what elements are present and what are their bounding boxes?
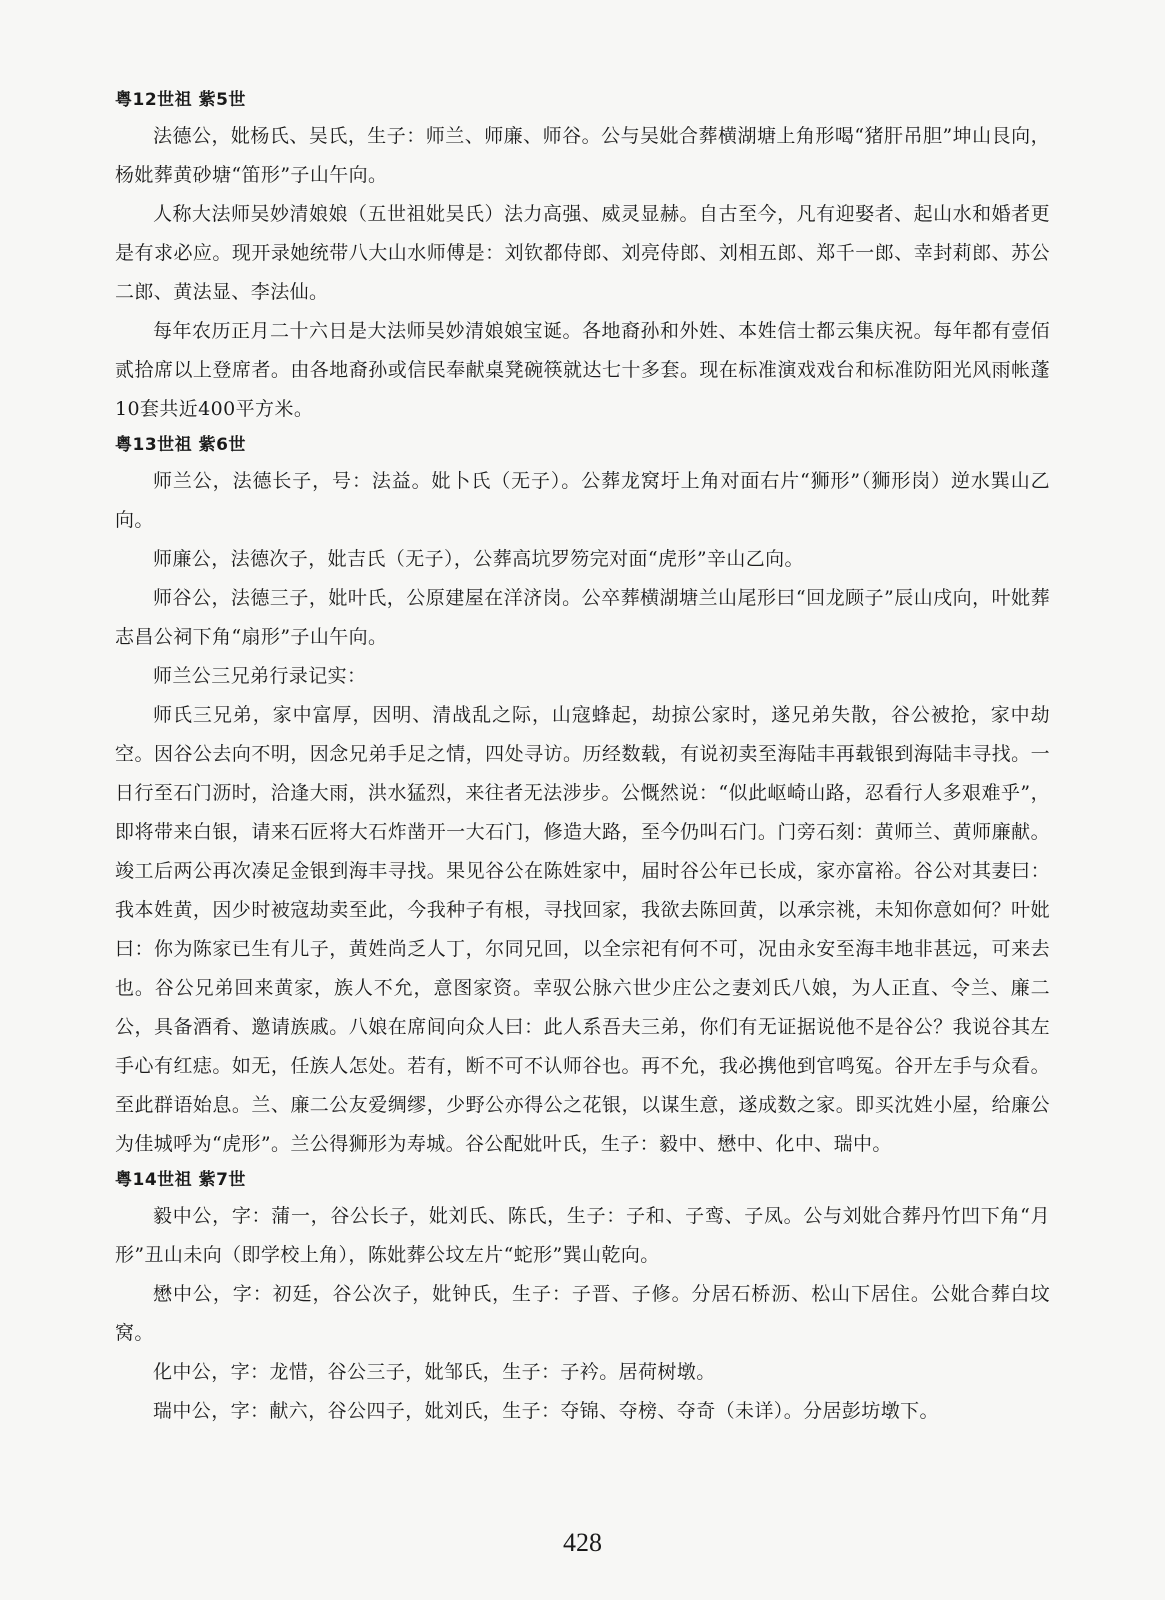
paragraph: 师兰公三兄弟行录记实： — [153, 665, 367, 687]
paragraph: 化中公，字：龙惜，谷公三子，妣邹氏，生子：子衿。居荷树墩。 — [153, 1361, 716, 1383]
paragraph: 师谷公，法德三子，妣叶氏，公原建屋在洋济岗。公卒葬横湖塘兰山尾形曰“回龙顾子”辰山戌向，叶妣葬志昌公祠下角“扇形”子山午向。 — [115, 587, 1050, 648]
paragraph: 每年农历正月二十六日是大法师吴妙清娘娘宝诞。各地裔孙和外姓、本姓信士都云集庆祝。每年都有壹佰贰拾席以上登席者。由各地裔孙或信民奉献桌凳碗筷就达七十多套。现在标准演戏戏台和标准防阳光风雨帐蓬10套共近400平方米。 — [115, 320, 1050, 420]
paragraph: 懋中公，字：初廷，谷公次子，妣钟氏，生子：子晋、子修。分居石桥沥、松山下居住。公妣合葬白坟窝。 — [115, 1283, 1050, 1344]
section-heading: 粤14世祖 紫7世 — [115, 1170, 246, 1190]
paragraph: 师兰公，法德长子，号：法益。妣卜氏（无子）。公葬龙窝圩上角对面右片“狮形”（狮形岗）逆水巽山乙向。 — [115, 470, 1050, 531]
section-heading: 粤13世祖 紫6世 — [115, 435, 246, 455]
paragraph: 师廉公，法德次子，妣吉氏（无子），公葬高坑罗笏完对面“虎形”辛山乙向。 — [153, 548, 804, 570]
paragraph: 瑞中公，字：献六，谷公四子，妣刘氏，生子：夺锦、夺榜、夺奇（未详）。分居彭坊墩下。 — [153, 1400, 939, 1422]
paragraph: 人称大法师吴妙清娘娘（五世祖妣吴氏）法力高强、威灵显赫。自古至今，凡有迎娶者、起山水和婚者更是有求必应。现开录她统带八大山水师傅是：刘钦都侍郎、刘亮侍郎、刘相五郎、郑千一郎、幸封莉郎、苏公二郎、黄法显、李法仙。 — [115, 203, 1050, 303]
document-body — [115, 84, 1050, 1431]
paragraph: 法德公，妣杨氏、吴氏，生子：师兰、师廉、师谷。公与吴妣合葬横湖塘上角形喝“猪肝吊胆”坤山艮向，杨妣葬黄砂塘“笛形”子山午向。 — [115, 125, 1050, 186]
section-heading: 粤12世祖 紫5世 — [115, 90, 246, 110]
paragraph: 毅中公，字：蒲一，谷公长子，妣刘氏、陈氏，生子：子和、子鸾、子凤。公与刘妣合葬丹竹凹下角“月形”丑山未向（即学校上角），陈妣葬公坟左片“蛇形”巽山乾向。 — [115, 1205, 1050, 1266]
paragraph: 师氏三兄弟，家中富厚，因明、清战乱之际，山寇蜂起，劫掠公家时，遂兄弟失散，谷公被抢，家中劫空。因谷公去向不明，因念兄弟手足之情，四处寻访。历经数载，有说初卖至海陆丰再载银到海陆丰寻找。一日行至石门沥时，洽逢大雨，洪水猛烈，来往者无法涉步。公慨然说：“似此岖崎山路，忍看行人多艰难乎”，即将带来白银，请来石匠将大石炸凿开一大石门，修造大路，至今仍叫石门。门旁石刻：黄师兰、黄师廉献。竣工后两公再次凑足金银到海丰寻找。果见谷公在陈姓家中，届时谷公年已长成，家亦富裕。谷公对其妻曰：我本姓黄，因少时被寇劫卖至此，今我种子有根，寻找回家，我欲去陈回黄，以承宗祧，未知你意如何？叶妣曰：你为陈家已生有儿子，黄姓尚乏人丁，尔同兄回，以全宗祀有何不可，况由永安至海丰地非甚远，可来去也。谷公兄弟回来黄家，族人不允，意图家资。幸驭公脉六世少庄公之妻刘氏八娘，为人正直、令兰、廉二公，具备酒肴、邀请族戚。八娘在席间向众人曰：此人系吾夫三弟，你们有无证据说他不是谷公？我说谷其左手心有红痣。如无，任族人怎处。若有，断不可不认师谷也。再不允，我必携他到官鸣冤。谷开左手与众看。至此群语始息。兰、廉二公友爱绸缪，少野公亦得公之花银，以谋生意，遂成数之家。即买沈姓小屋，给廉公为佳城呼为“虎形”。兰公得狮形为寿城。谷公配妣叶氏，生子：毅中、懋中、化中、瑞中。 — [115, 704, 1050, 1155]
page-number: 428 — [563, 1528, 602, 1557]
